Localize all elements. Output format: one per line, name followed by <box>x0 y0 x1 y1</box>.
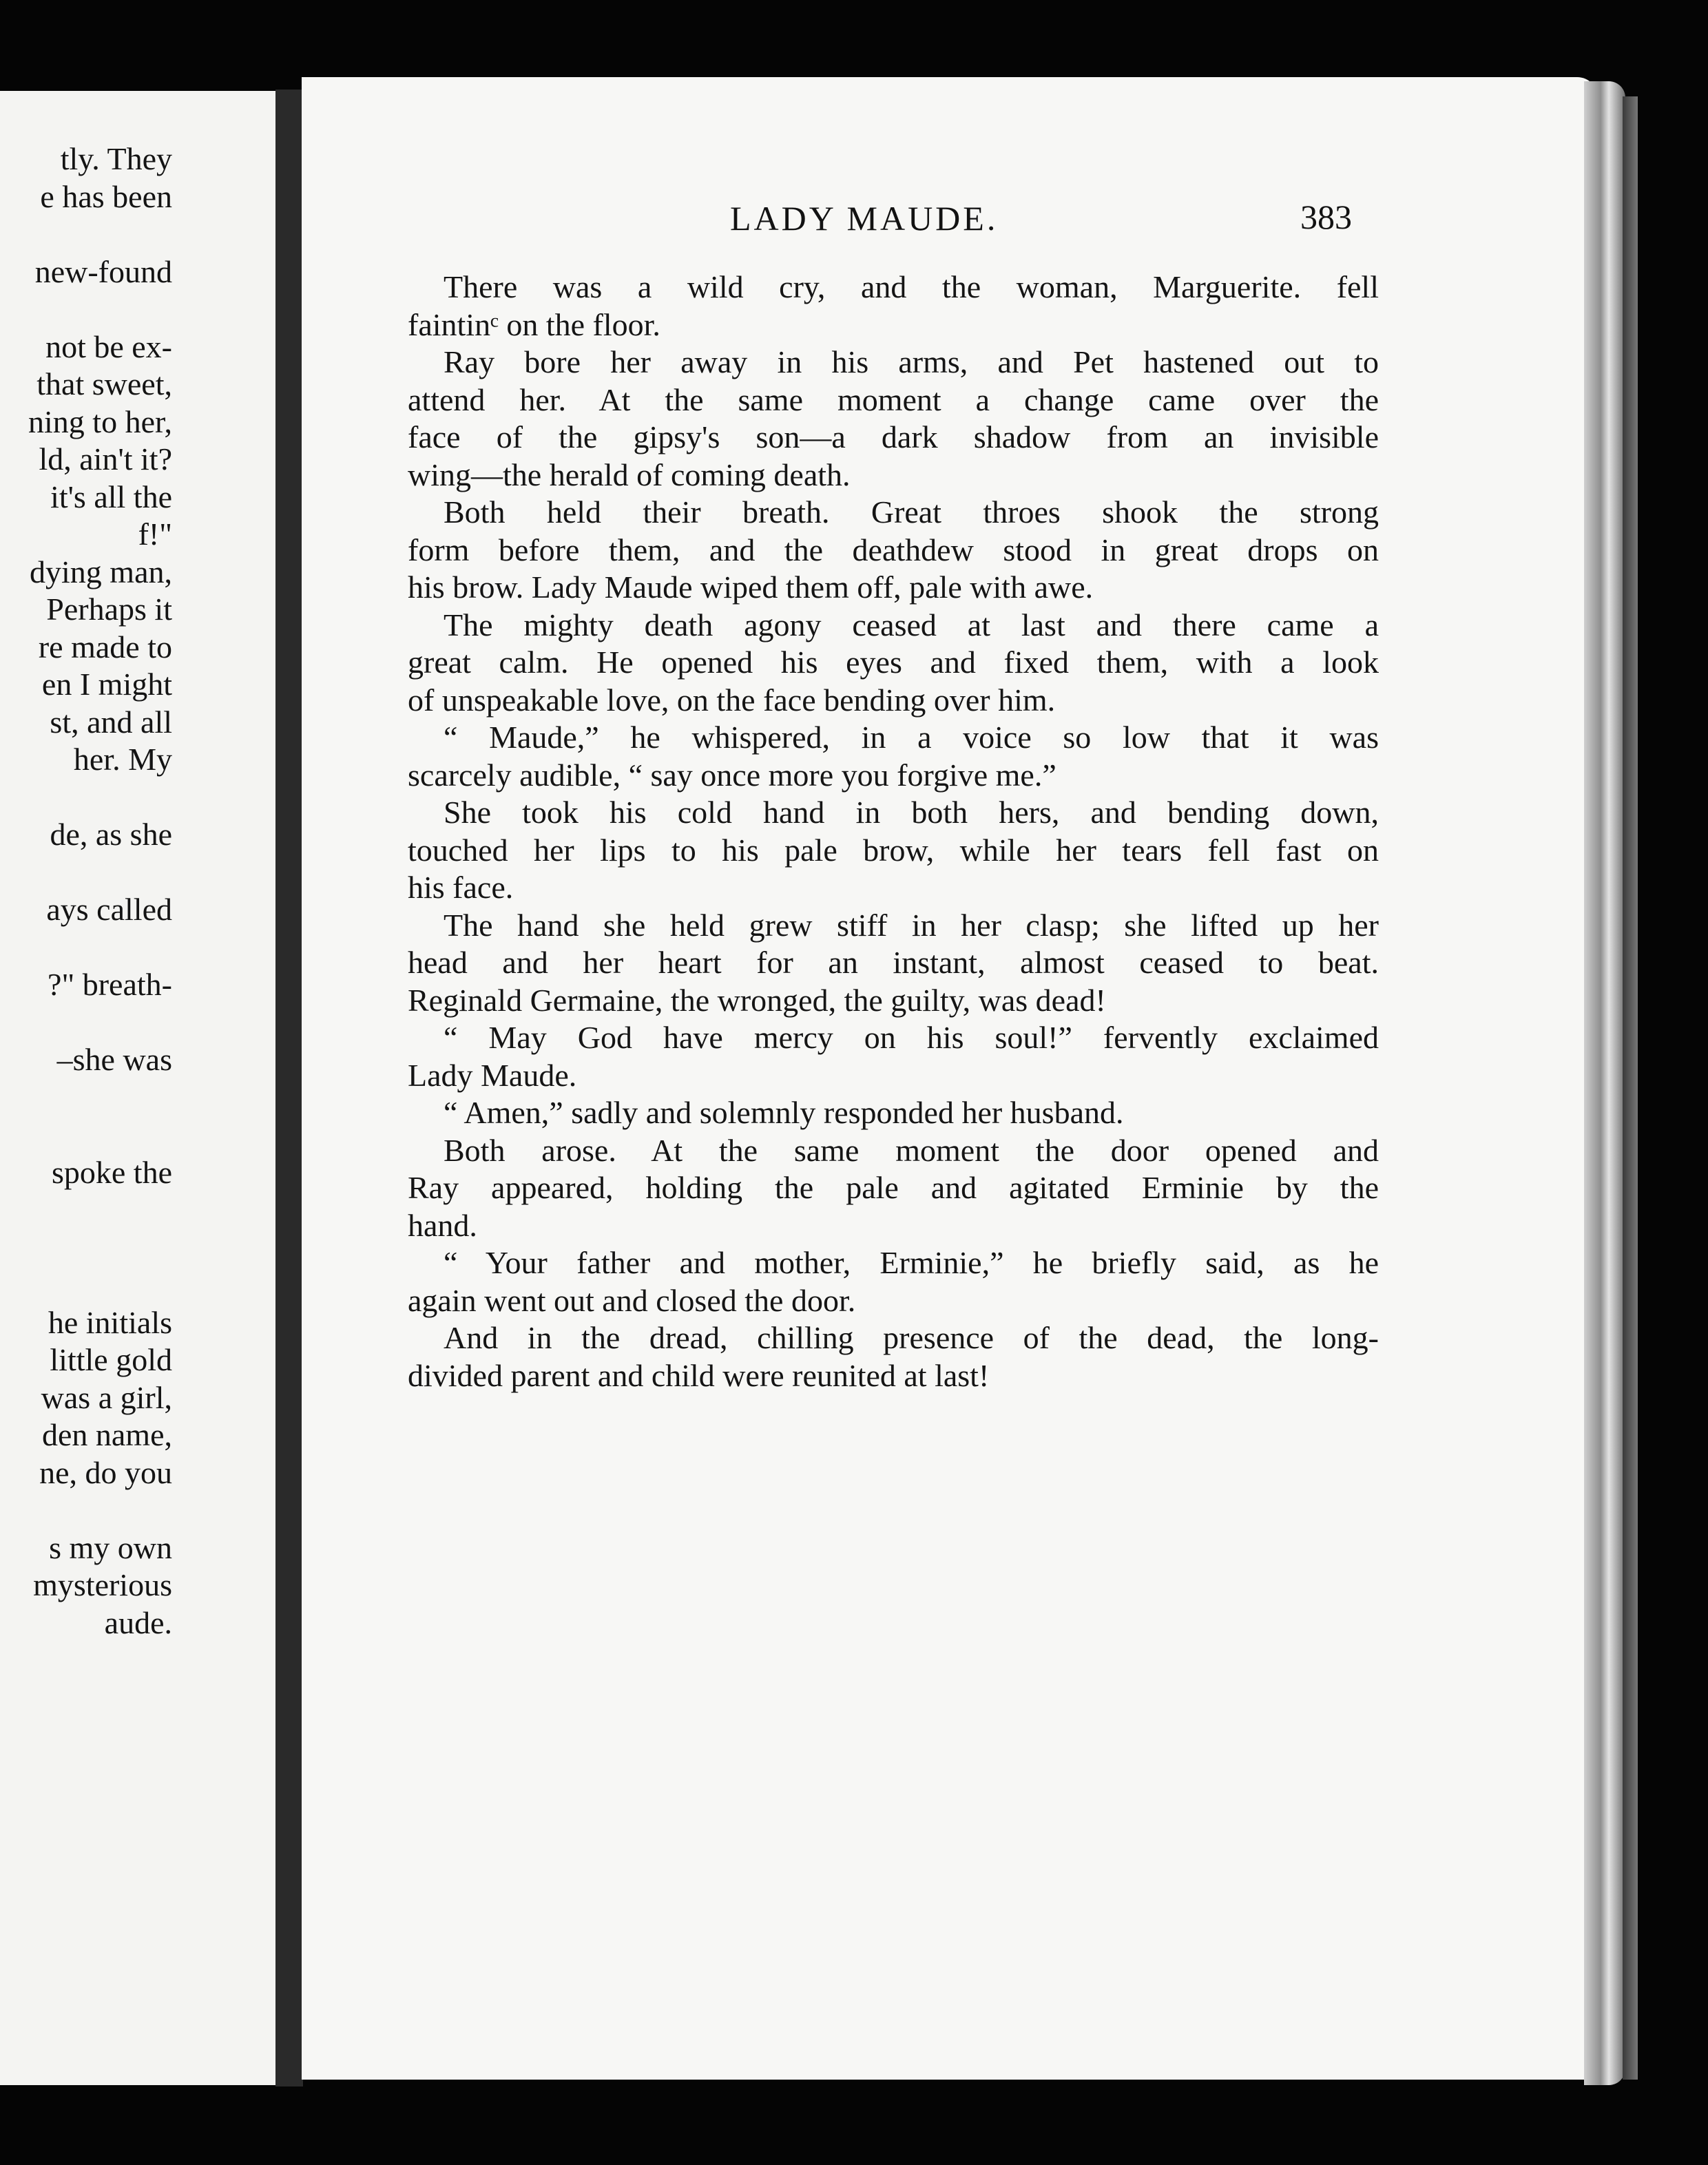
left-page-line: not be ex- <box>45 328 172 364</box>
left-page-line: e has been <box>40 178 172 214</box>
text-line: “ Amen,” sadly and solemnly responded her husband. <box>444 1095 1124 1130</box>
text-line: And in the dread, chilling presence of the dead, the long- <box>444 1320 1379 1355</box>
left-page <box>0 91 275 2085</box>
left-page-line: Perhaps it <box>46 592 172 627</box>
text-line: touched her lips to his pale brow, while her tears fell fast on <box>408 832 1379 868</box>
text-line: hand. <box>408 1207 477 1243</box>
text-line: “ May God have mercy on his soul!” fervently exclaimed <box>444 1020 1379 1055</box>
left-page-line: re made to <box>38 629 172 665</box>
left-page-line: ays called <box>46 892 172 927</box>
text-line: of unspeakable love, on the face bending over him. <box>408 682 1056 718</box>
text-line: Reginald Germaine, the wronged, the guilty, was dead! <box>408 982 1106 1018</box>
text-line: Ray bore her away in his arms, and Pet hastened out to <box>444 344 1379 379</box>
text-line: form before them, and the deathdew stood in great drops on <box>408 532 1379 567</box>
running-head: LADY MAUDE. <box>730 199 999 238</box>
left-page-line: that sweet, <box>37 366 172 401</box>
text-line: again went out and closed the door. <box>408 1282 856 1318</box>
left-page-line: ning to her, <box>28 404 172 439</box>
text-line: Lady Maude. <box>408 1057 577 1093</box>
text-line: There was a wild cry, and the woman, Marguerite. fell <box>444 269 1379 304</box>
left-page-line: tly. They <box>60 141 172 176</box>
left-page-line: was a girl, <box>41 1379 172 1415</box>
text-line: Both held their breath. Great throes shook the strong <box>444 494 1379 530</box>
left-page-line: ld, ain't it? <box>39 441 172 477</box>
text-line: divided parent and child were reunited at last! <box>408 1357 990 1393</box>
text-line: his face. <box>408 870 514 905</box>
book-gutter <box>275 90 303 2086</box>
left-page-line: it's all the <box>50 479 172 514</box>
left-page-line: aude. <box>104 1604 172 1640</box>
text-line: Both arose. At the same moment the door opened and <box>444 1132 1379 1168</box>
left-page-line: little gold <box>50 1342 172 1377</box>
left-page-line: new-found <box>34 253 172 289</box>
text-line: The mighty death agony ceased at last and there came a <box>444 607 1379 642</box>
left-page-line: –she was <box>56 1042 172 1077</box>
page-edge <box>1584 81 1625 2085</box>
book-cover-edge <box>1623 96 1638 2080</box>
page-number: 383 <box>1300 198 1352 236</box>
text-line: faintinᶜ on the floor. <box>408 306 660 342</box>
text-line: attend her. At the same moment a change came over the <box>408 381 1379 417</box>
left-page-line: her. My <box>73 742 172 777</box>
text-line: scarcely audible, “ say once more you forgive me.” <box>408 757 1056 793</box>
left-page-line: he initials <box>48 1304 172 1340</box>
left-page-line: spoke the <box>51 1154 172 1190</box>
text-line: face of the gipsy's son—a dark shadow from an invisible <box>408 419 1379 454</box>
left-page-line: ?" breath- <box>48 967 172 1002</box>
left-page-line: ne, do you <box>39 1454 172 1490</box>
left-page-line: f!" <box>138 516 172 552</box>
body-text <box>408 269 1379 1394</box>
left-page-line: dying man, <box>30 554 172 589</box>
left-page-line: den name, <box>41 1417 172 1452</box>
left-page-line: s my own <box>49 1529 172 1565</box>
text-line: The hand she held grew stiff in her clasp; she lifted up her <box>444 907 1379 943</box>
text-line: She took his cold hand in both hers, and bending down, <box>444 795 1379 830</box>
left-page-line: de, as she <box>50 817 172 852</box>
left-page-line: st, and all <box>50 704 172 740</box>
text-line: wing—the herald of coming death. <box>408 457 851 492</box>
text-line: “ Maude,” he whispered, in a voice so low that it was <box>444 720 1379 755</box>
text-line: great calm. He opened his eyes and fixed them, with a look <box>408 645 1379 680</box>
left-page-line: en I might <box>41 667 172 702</box>
text-line: his brow. Lady Maude wiped them off, pale with awe. <box>408 569 1094 605</box>
text-line: “ Your father and mother, Erminie,” he briefly said, as he <box>444 1245 1379 1280</box>
text-line: Ray appeared, holding the pale and agitated Erminie by the <box>408 1170 1379 1205</box>
text-line: head and her heart for an instant, almost ceased to beat. <box>408 945 1379 980</box>
left-page-line: mysterious <box>33 1567 172 1602</box>
